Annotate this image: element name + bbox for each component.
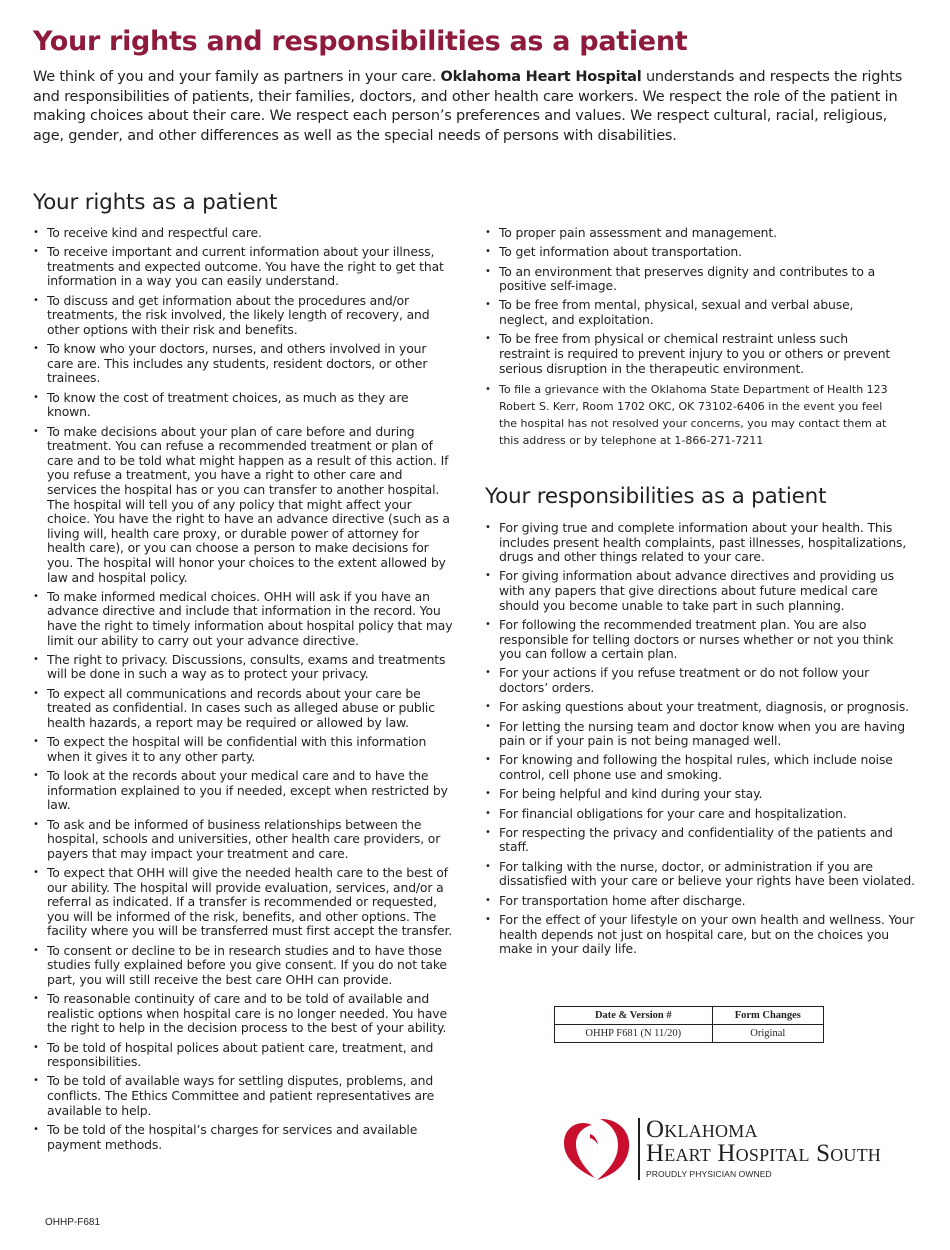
rights-list-item: • The right to privacy. Discussions, consults, exams and treatments will be done in such a way as to protect your privacy. bbox=[33, 653, 455, 682]
rights-list-item: • To know who your doctors, nurses, and others involved in your care are. This includes any students, resident doctors, or other trainees. bbox=[33, 342, 455, 386]
responsibility-list-item: • For following the recommended treatment plan. You are also responsible for telling doctors or nurses whether or not you think you can follow a certain plan. bbox=[485, 618, 915, 662]
rights-list-item: • To receive kind and respectful care. bbox=[33, 226, 455, 241]
logo-text-line1: Oklahoma bbox=[646, 1116, 758, 1143]
responsibility-list-item: • For being helpful and kind during your stay. bbox=[485, 787, 915, 802]
rights-list-item: • To an environment that preserves dignity and contributes to a positive self-image. bbox=[485, 265, 897, 294]
responsibility-list-item: • For your actions if you refuse treatment or do not follow your doctors’ orders. bbox=[485, 666, 915, 695]
rights-list-item: • To be told of available ways for settling disputes, problems, and conflicts. The Ethics Committee and patient representatives are available to help. bbox=[33, 1074, 455, 1118]
intro-paragraph bbox=[33, 68, 913, 146]
rights-list-item: • To proper pain assessment and management. bbox=[485, 226, 897, 241]
hospital-name: Oklahoma Heart Hospital bbox=[440, 69, 642, 85]
page-title: Your rights and responsibilities as a patient bbox=[33, 26, 688, 57]
rights-list-item: • To receive important and current information about your illness, treatments and expected outcome. You have the right to get that information in a way you can easily understand. bbox=[33, 245, 455, 289]
table-header-date-version: Date & Version # bbox=[555, 1007, 713, 1025]
responsibility-list-item: • For knowing and following the hospital rules, which include noise control, cell phone use and smoking. bbox=[485, 753, 915, 782]
responsibility-list-item: • For letting the nursing team and doctor know when you are having pain or if your pain is not being managed well. bbox=[485, 720, 915, 749]
responsibility-list-item: • For talking with the nurse, doctor, or administration if you are dissatisfied with your care or believe your rights have been violated. bbox=[485, 860, 915, 889]
rights-list-item: • To ask and be informed of business relationships between the hospital, schools and universities, other health care providers, or payers that may impact your treatment and care. bbox=[33, 818, 455, 862]
table-cell-version: OHHP F681 (N 11/20) bbox=[555, 1025, 713, 1043]
rights-list-item: • To be free from mental, physical, sexual and verbal abuse, neglect, and exploitation. bbox=[485, 298, 897, 327]
rights-list-item: • To expect that OHH will give the needed health care to the best of our ability. The hospital will provide evaluation, services, and/or a referral as indicated. If a transfer is recommended or requested, you will be informed of the risk, benefits, and other options. The facility where you will be transferred must first accept the transfer. bbox=[33, 866, 455, 939]
logo-text-line2: Heart Hospital South bbox=[646, 1140, 881, 1167]
rights-heading: Your rights as a patient bbox=[33, 190, 278, 215]
rights-list-item: • To be free from physical or chemical restraint unless such restraint is required to prevent injury to you or others or prevent serious disruption in the therapeutic environment. bbox=[485, 332, 897, 376]
grievance-item: • To file a grievance with the Oklahoma State Department of Health 123 Robert S. Kerr, Room 1702 OKC, OK 73102-6406 in the event you feel the hospital has not resolved your concerns, you may contact them at this address or by telephone at 1-866-271-7211 bbox=[485, 381, 897, 450]
logo-tagline: PROUDLY PHYSICIAN OWNED bbox=[646, 1169, 772, 1179]
rights-list-item: • To expect the hospital will be confidential with this information when it gives it to any other party. bbox=[33, 735, 455, 764]
responsibility-list-item: • For giving information about advance directives and providing us with any papers that give directions about future medical care should you become unable to take part in such planning. bbox=[485, 569, 915, 613]
rights-list-item: • To expect all communications and records about your care be treated as confidential. In cases such as alleged abuse or public health hazards, a report may be required or allowed by law. bbox=[33, 687, 455, 731]
rights-list-item: • To know the cost of treatment choices, as much as they are known. bbox=[33, 391, 455, 420]
rights-list-left bbox=[33, 226, 455, 1157]
responsibility-list-item: • For giving true and complete information about your health. This includes present health complaints, past illnesses, hospitalizations, drugs and other things related to your care. bbox=[485, 521, 915, 565]
responsibility-list-item: • For respecting the privacy and confidentiality of the patients and staff. bbox=[485, 826, 915, 855]
responsibility-list-item: • For financial obligations for your care and hospitalization. bbox=[485, 807, 915, 822]
rights-list-item: • To look at the records about your medical care and to have the information explained to you if needed, except when restricted by law. bbox=[33, 769, 455, 813]
hospital-logo bbox=[561, 1114, 911, 1184]
rights-list-item: • To be told of hospital polices about patient care, treatment, and responsibilities. bbox=[33, 1041, 455, 1070]
responsibility-list-item: • For transportation home after discharge. bbox=[485, 894, 915, 909]
responsibility-list-item: • For asking questions about your treatment, diagnosis, or prognosis. bbox=[485, 700, 915, 715]
rights-list-item: • To be told of the hospital’s charges for services and available payment methods. bbox=[33, 1123, 455, 1152]
intro-text-start: We think of you and your family as partners in your care. bbox=[33, 69, 441, 85]
form-version-table bbox=[554, 1006, 824, 1043]
heart-logo-icon bbox=[561, 1114, 633, 1184]
responsibilities-heading: Your responsibilities as a patient bbox=[485, 484, 827, 509]
intro-text-end: understands and respects the rights and responsibilities of patients, their families, doctors, and other health care workers. We respect the role of the patient in making choices about their care. We respect each person’s preferences and values. We respect cultural, racial, religious, age, gender, and other differences as well as the special needs of persons with disabilities. bbox=[33, 69, 903, 144]
responsibilities-list bbox=[485, 521, 915, 961]
table-header-form-changes: Form Changes bbox=[712, 1007, 823, 1025]
rights-list-item: • To reasonable continuity of care and to be told of available and realistic options when hospital care is no longer needed. You have the right to help in the decision process to the best of your ability. bbox=[33, 992, 455, 1036]
rights-list-item: • To get information about transportation. bbox=[485, 245, 897, 260]
responsibility-list-item: • For the effect of your lifestyle on your own health and wellness. Your health depends not just on hospital care, but on the choices you make in your daily life. bbox=[485, 913, 915, 957]
rights-list-item: • To discuss and get information about the procedures and/or treatments, the risk involved, the likely length of recovery, and other options with their risk and benefits. bbox=[33, 294, 455, 338]
rights-list-right bbox=[485, 226, 897, 454]
rights-list-item: • To make decisions about your plan of care before and during treatment. You can refuse a recommended treatment or plan of care and to be told what might happen as a result of this action. If you refuse a treatment, you have a right to other care and services the hospital has or you can transfer to another hospital. The hospital will tell you of any policy that might affect your choice. You have the right to have an advance directive (such as a living will, health care proxy, or durable power of attorney for health care), or you can choose a person to make decisions for you. The hospital will honor your choices to the extent allowed by law and hospital policy. bbox=[33, 425, 455, 586]
logo-divider bbox=[638, 1118, 640, 1180]
rights-list-item: • To make informed medical choices. OHH will ask if you have an advance directive and include that information in the record. You have the right to timely information about hospital policy that may limit our ability to carry out your advance directive. bbox=[33, 590, 455, 648]
form-code: OHHP-F681 bbox=[45, 1217, 101, 1228]
rights-list-item: • To consent or decline to be in research studies and to have those studies fully explained before you give consent. If you do not take part, you will still receive the best care OHH can provide. bbox=[33, 944, 455, 988]
table-cell-changes: Original bbox=[712, 1025, 823, 1043]
